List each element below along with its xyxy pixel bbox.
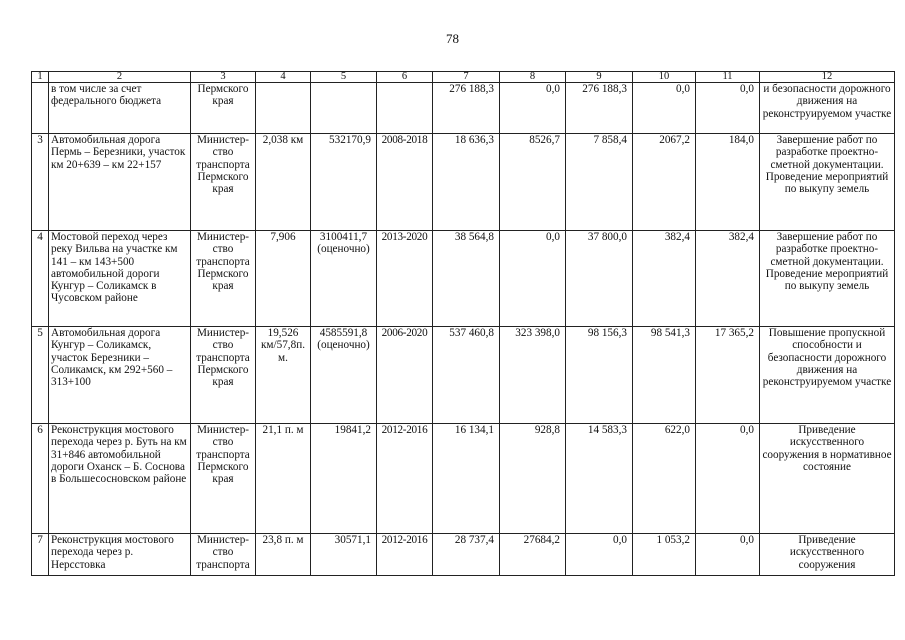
column-header: 9	[566, 72, 633, 83]
column-header: 1	[32, 72, 49, 83]
customer: Министер-ство транспорта Пермского края	[191, 231, 256, 327]
expected-result: Завершение работ по разработке проектно-сметной документации. Проведение мероприятий по выкупу земель	[760, 231, 895, 327]
object-name: Мостовой переход через реку Вильва на участке км 141 – км 143+500 автомобильной дороги Кунгур – Соликамск в Чусовском районе	[49, 231, 191, 327]
year-value: 0,0	[696, 83, 760, 134]
estimate-cost: 532170,9	[311, 134, 377, 231]
year-value: 184,0	[696, 134, 760, 231]
table-row	[32, 534, 895, 576]
year-value: 276 188,3	[566, 83, 633, 134]
year-value: 27684,2	[500, 534, 566, 576]
column-header: 11	[696, 72, 760, 83]
expected-result: Повышение пропускной способности и безопасности дорожного движения на реконструируемом участке	[760, 327, 895, 424]
estimate-cost: 4585591,8 (оценочно)	[311, 327, 377, 424]
total-value: 16 134,1	[433, 424, 500, 534]
period: 2006-2020	[377, 327, 433, 424]
year-value: 2067,2	[633, 134, 696, 231]
customer: Министер-ство транспорта	[191, 534, 256, 576]
period: 2012-2016	[377, 534, 433, 576]
year-value: 1 053,2	[633, 534, 696, 576]
table-row	[32, 424, 895, 534]
table-row	[32, 83, 895, 134]
total-value: 28 737,4	[433, 534, 500, 576]
capacity: 19,526 км/57,8п. м.	[256, 327, 311, 424]
column-header: 4	[256, 72, 311, 83]
row-number: 7	[32, 534, 49, 576]
capacity: 7,906	[256, 231, 311, 327]
column-header: 10	[633, 72, 696, 83]
year-value: 928,8	[500, 424, 566, 534]
year-value: 37 800,0	[566, 231, 633, 327]
expected-result: Завершение работ по разработке проектно-сметной документации. Проведение мероприятий по выкупу земель	[760, 134, 895, 231]
customer: Пермского края	[191, 83, 256, 134]
table-row	[32, 134, 895, 231]
table-row	[32, 327, 895, 424]
capacity: 2,038 км	[256, 134, 311, 231]
object-name: Автомобильная дорога Пермь – Березники, участок км 20+639 – км 22+157	[49, 134, 191, 231]
year-value: 0,0	[500, 231, 566, 327]
estimate-cost	[311, 83, 377, 134]
year-value: 98 156,3	[566, 327, 633, 424]
customer: Министер-ство транспорта Пермского края	[191, 134, 256, 231]
row-number: 4	[32, 231, 49, 327]
object-name: Автомобильная дорога Кунгур – Соликамск, участок Березники – Соликамск, км 292+560 – 313+100	[49, 327, 191, 424]
column-header: 7	[433, 72, 500, 83]
capacity: 23,8 п. м	[256, 534, 311, 576]
year-value: 7 858,4	[566, 134, 633, 231]
estimate-cost: 3100411,7 (оценочно)	[311, 231, 377, 327]
object-name: в том числе за счет федерального бюджета	[49, 83, 191, 134]
program-table	[31, 71, 895, 576]
estimate-cost: 30571,1	[311, 534, 377, 576]
year-value: 323 398,0	[500, 327, 566, 424]
expected-result: Приведение искусственного сооружения в нормативное состояние	[760, 424, 895, 534]
period: 2008-2018	[377, 134, 433, 231]
total-value: 18 636,3	[433, 134, 500, 231]
year-value: 0,0	[566, 534, 633, 576]
column-header: 5	[311, 72, 377, 83]
period	[377, 83, 433, 134]
column-header: 2	[49, 72, 191, 83]
expected-result: и безопасности дорожного движения на реконструируемом участке	[760, 83, 895, 134]
year-value: 98 541,3	[633, 327, 696, 424]
total-value: 38 564,8	[433, 231, 500, 327]
capacity: 21,1 п. м	[256, 424, 311, 534]
year-value: 17 365,2	[696, 327, 760, 424]
table-row	[32, 231, 895, 327]
customer: Министер-ство транспорта Пермского края	[191, 424, 256, 534]
year-value: 0,0	[696, 424, 760, 534]
row-number: 5	[32, 327, 49, 424]
year-value: 0,0	[696, 534, 760, 576]
column-header: 8	[500, 72, 566, 83]
page-number: 78	[446, 31, 459, 46]
year-value: 0,0	[500, 83, 566, 134]
row-number: 3	[32, 134, 49, 231]
year-value: 0,0	[633, 83, 696, 134]
customer: Министер-ство транспорта Пермского края	[191, 327, 256, 424]
year-value: 14 583,3	[566, 424, 633, 534]
expected-result: Приведение искусственного сооружения	[760, 534, 895, 576]
period: 2013-2020	[377, 231, 433, 327]
row-number	[32, 83, 49, 134]
column-header: 12	[760, 72, 895, 83]
object-name: Реконструкция мостового перехода через р. Буть на км 31+846 автомобильной дороги Оханск – Б. Соснова в Большесосновском районе	[49, 424, 191, 534]
capacity	[256, 83, 311, 134]
total-value: 537 460,8	[433, 327, 500, 424]
year-value: 622,0	[633, 424, 696, 534]
column-number-row	[32, 72, 895, 83]
object-name: Реконструкция мостового перехода через р. Нерсстовка	[49, 534, 191, 576]
year-value: 382,4	[696, 231, 760, 327]
total-value: 276 188,3	[433, 83, 500, 134]
year-value: 8526,7	[500, 134, 566, 231]
year-value: 382,4	[633, 231, 696, 327]
column-header: 3	[191, 72, 256, 83]
row-number: 6	[32, 424, 49, 534]
period: 2012-2016	[377, 424, 433, 534]
estimate-cost: 19841,2	[311, 424, 377, 534]
column-header: 6	[377, 72, 433, 83]
